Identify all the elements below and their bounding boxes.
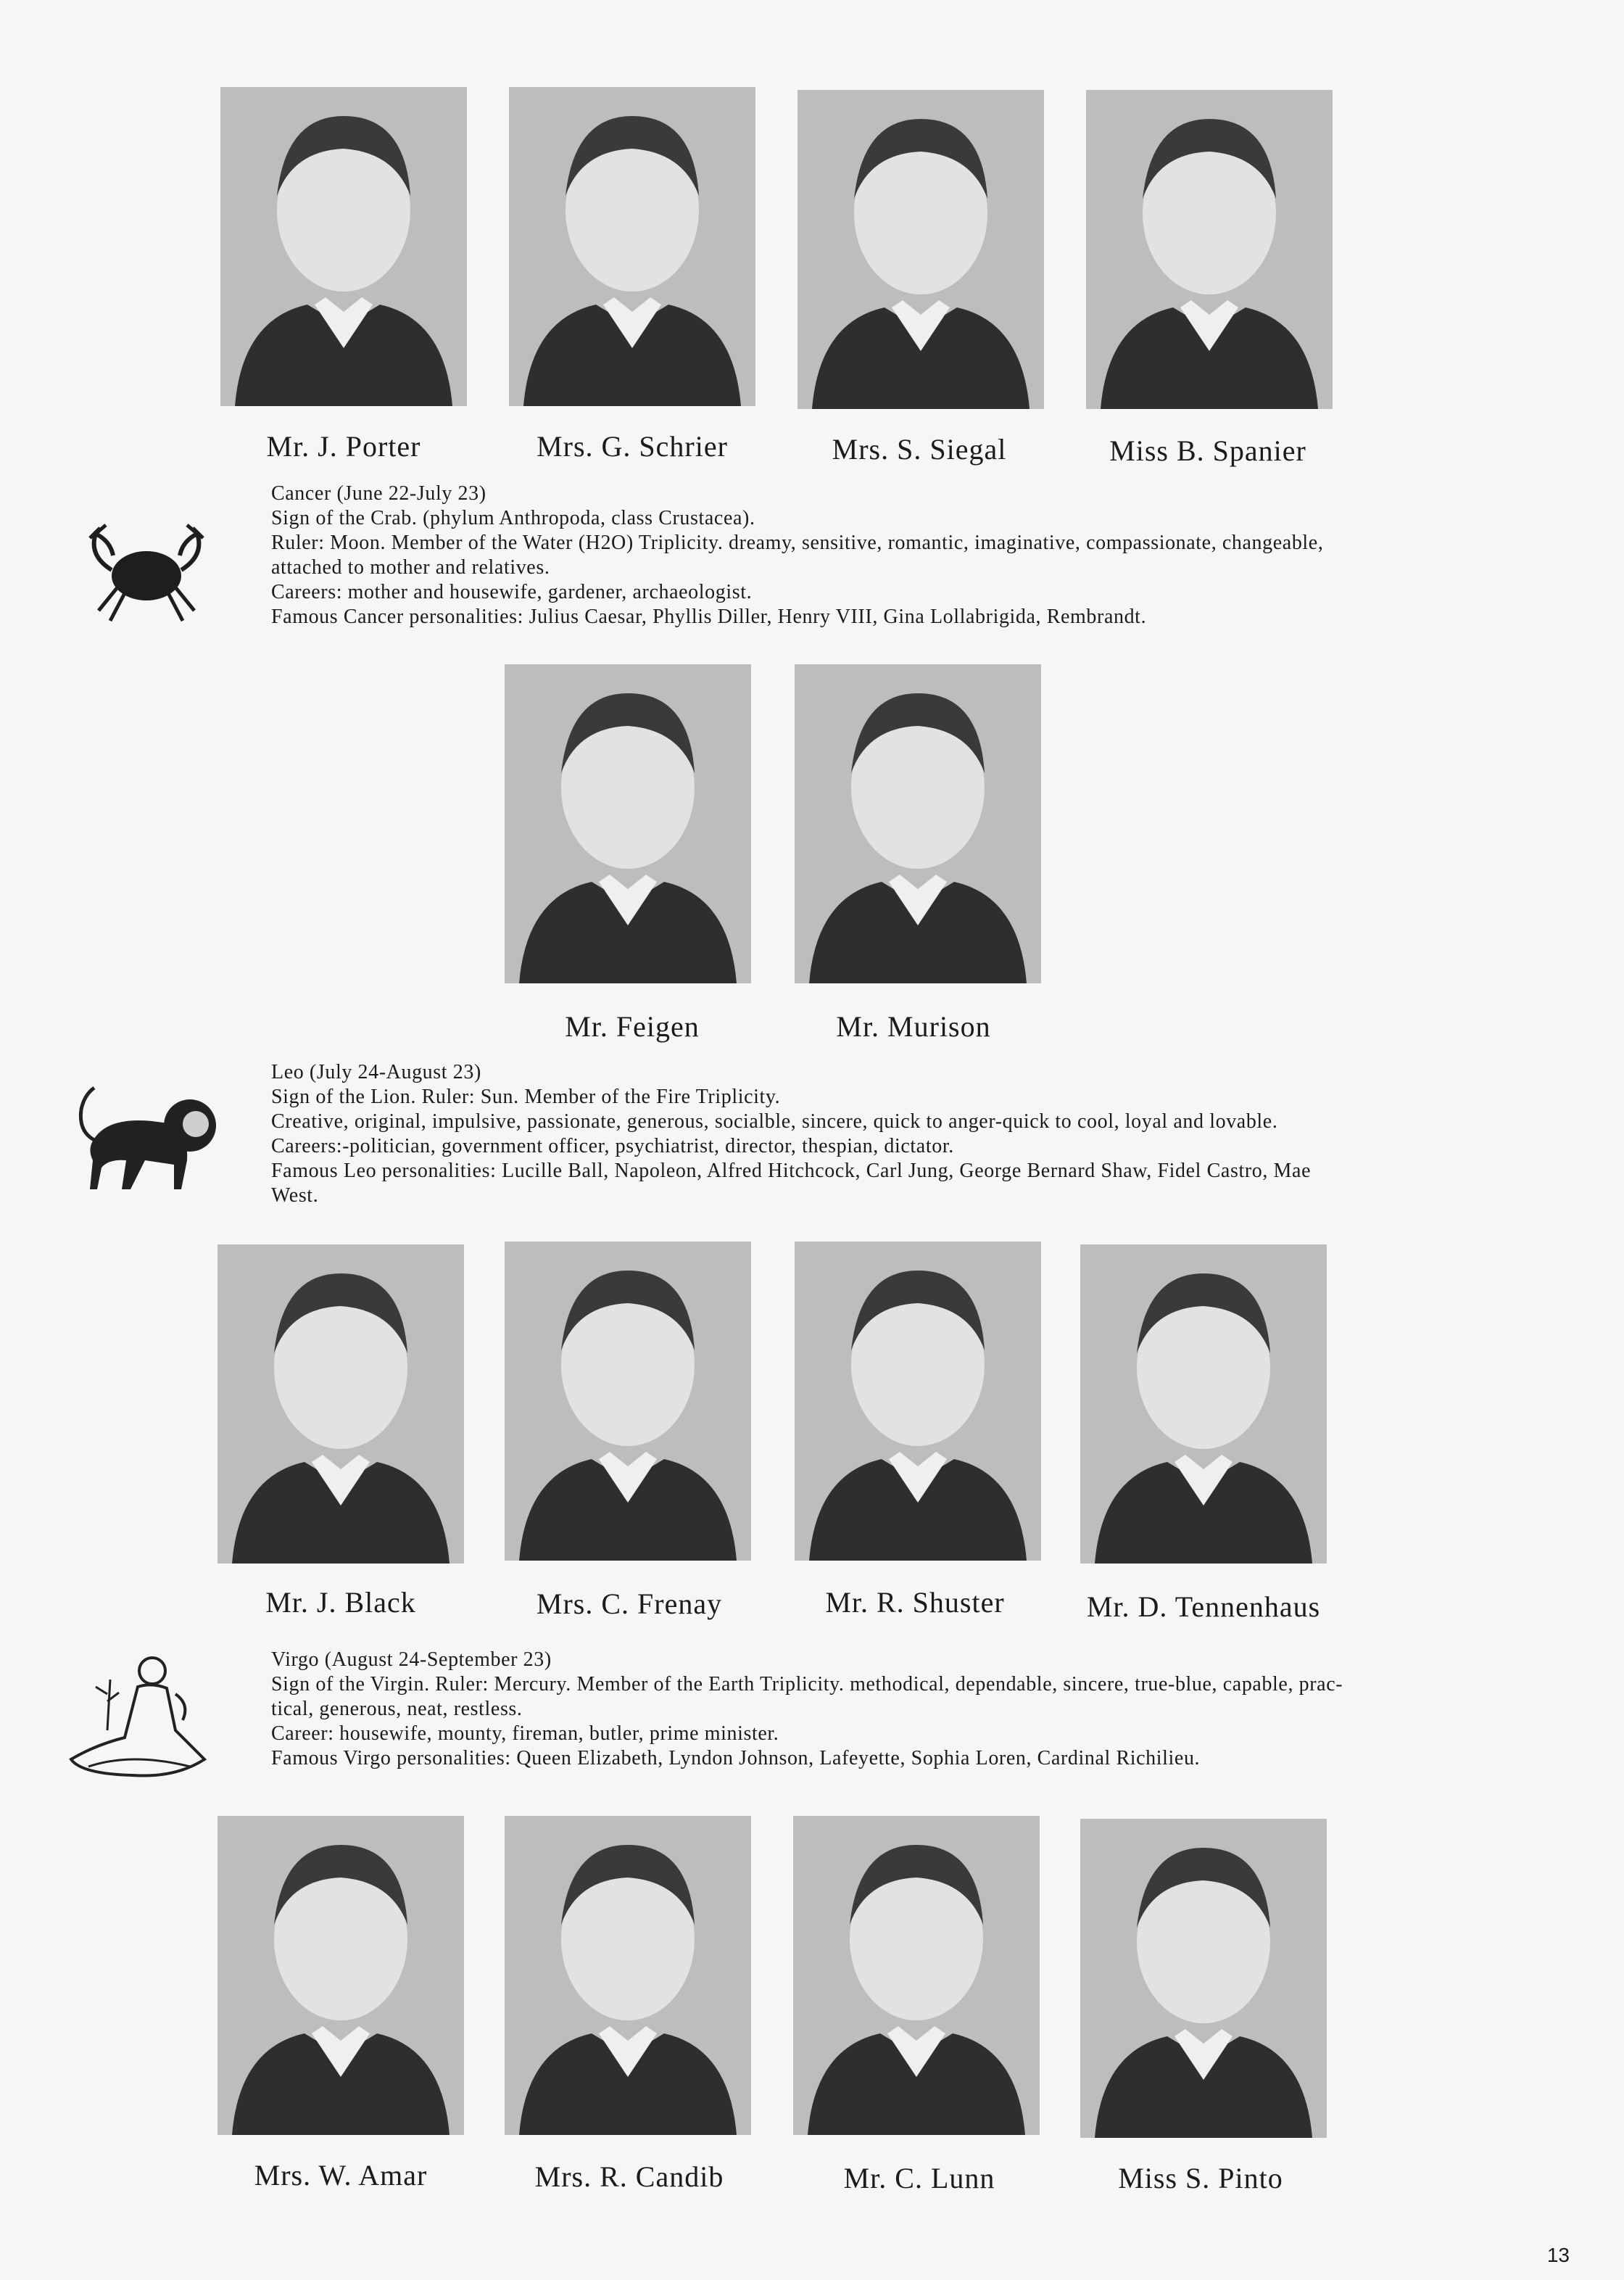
virgo-description bbox=[271, 1648, 1525, 1771]
sign-heading: Cancer (June 22-July 23) bbox=[271, 482, 486, 505]
portrait-photo bbox=[218, 1244, 464, 1564]
person-name: Mr. Murison bbox=[836, 1010, 991, 1043]
portrait-photo bbox=[1080, 1244, 1327, 1564]
person-name: Mrs. C. Frenay bbox=[536, 1587, 723, 1620]
person-name: Miss S. Pinto bbox=[1118, 2162, 1283, 2194]
portrait-photo bbox=[795, 1242, 1041, 1561]
portrait-photo bbox=[509, 87, 755, 406]
person-name: Miss B. Spanier bbox=[1109, 434, 1306, 467]
person-name: Mr. Feigen bbox=[565, 1010, 700, 1043]
page-number: 13 bbox=[1546, 2244, 1570, 2266]
sign-text: Famous Cancer personalities: Julius Caesar, Phyllis Diller, Henry VIII, Gina Lollabrigida, Rembrandt. bbox=[271, 606, 1147, 628]
portrait-photo bbox=[1080, 1819, 1327, 2138]
sign-text: Careers:-politician, government officer, psychiatrist, director, thespian, dictator. bbox=[271, 1135, 954, 1157]
sign-heading: Leo (July 24-August 23) bbox=[271, 1061, 481, 1083]
sign-text: Sign of the Lion. Ruler: Sun. Member of the Fire Triplicity. bbox=[271, 1086, 781, 1108]
portrait-photo bbox=[1086, 90, 1333, 409]
lion-icon bbox=[65, 1073, 225, 1197]
sign-text: tical, generous, neat, restless. bbox=[271, 1698, 523, 1720]
sign-text: Famous Virgo personalities: Queen Elizabeth, Lyndon Johnson, Lafeyette, Sophia Loren, Cardinal Richilieu. bbox=[271, 1747, 1201, 1769]
portrait-photo bbox=[505, 1242, 751, 1561]
person-name: Mrs. W. Amar bbox=[254, 2159, 428, 2192]
sign-text: Sign of the Crab. (phylum Anthropoda, class Crustacea). bbox=[271, 507, 755, 529]
person-name: Mr. J. Porter bbox=[266, 430, 421, 463]
sign-text: Career: housewife, mounty, fireman, butler, prime minister. bbox=[271, 1722, 779, 1745]
portrait-photo bbox=[505, 1816, 751, 2135]
person-name: Mr. J. Black bbox=[265, 1586, 416, 1619]
person-name: Mr. R. Shuster bbox=[825, 1586, 1005, 1619]
portrait-photo bbox=[505, 664, 751, 983]
portrait-photo bbox=[220, 87, 467, 406]
portrait-photo bbox=[218, 1816, 464, 2135]
sign-text: Ruler: Moon. Member of the Water (H2O) Triplicity. dreamy, sensitive, romantic, imaginative, compassionate, changeable, bbox=[271, 532, 1324, 554]
portrait-photo bbox=[793, 1816, 1040, 2135]
cancer-description bbox=[271, 482, 1525, 629]
portrait-photo bbox=[795, 664, 1041, 983]
sign-text: attached to mother and relatives. bbox=[271, 556, 550, 579]
sign-text: Creative, original, impulsive, passionate, generous, socialble, sincere, quick to anger-quick to cool, loyal and lovable. bbox=[271, 1110, 1278, 1133]
sign-text: Sign of the Virgin. Ruler: Mercury. Member of the Earth Triplicity. methodical, dependable, sincere, true-blue, capable, prac- bbox=[271, 1673, 1343, 1695]
virgin-icon bbox=[67, 1651, 212, 1781]
crab-icon bbox=[81, 512, 212, 628]
person-name: Mr. C. Lunn bbox=[843, 2162, 995, 2194]
sign-heading: Virgo (August 24-September 23) bbox=[271, 1648, 552, 1671]
person-name: Mrs. S. Siegal bbox=[832, 433, 1007, 466]
sign-text: Famous Leo personalities: Lucille Ball, Napoleon, Alfred Hitchcock, Carl Jung, George Bernard Shaw, Fidel Castro, Mae bbox=[271, 1160, 1312, 1182]
portrait-photo bbox=[798, 90, 1044, 409]
sign-text: Careers: mother and housewife, gardener, archaeologist. bbox=[271, 581, 753, 603]
person-name: Mrs. G. Schrier bbox=[536, 430, 728, 463]
person-name: Mrs. R. Candib bbox=[534, 2160, 724, 2193]
leo-description bbox=[271, 1060, 1525, 1208]
person-name: Mr. D. Tennenhaus bbox=[1086, 1590, 1321, 1623]
sign-text: West. bbox=[271, 1184, 319, 1207]
